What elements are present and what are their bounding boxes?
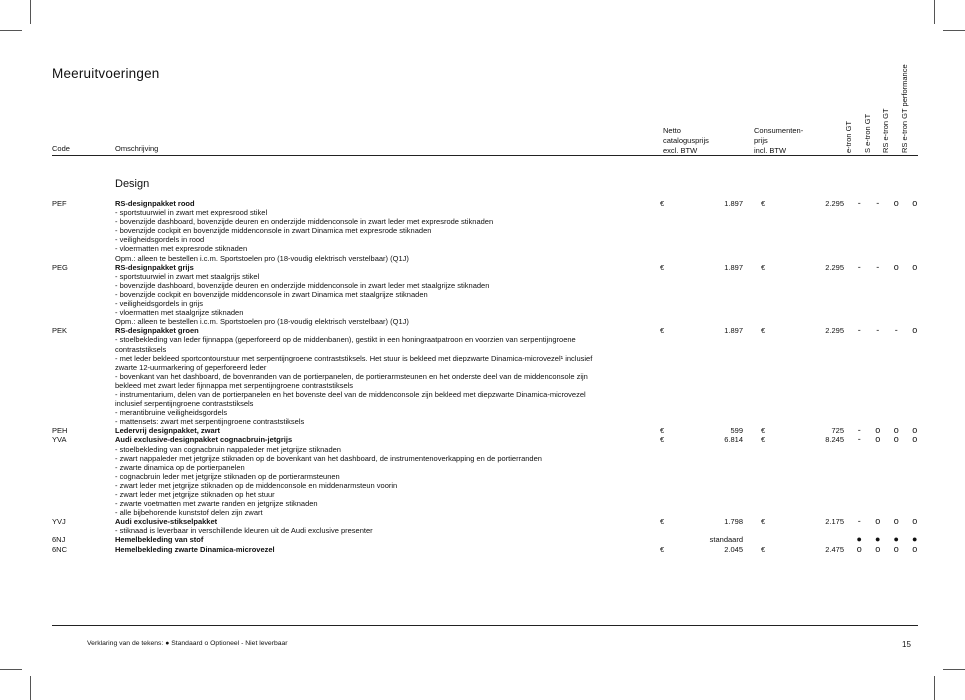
- header-model-s-etron-gt: S e-tron GT: [863, 113, 872, 153]
- table-row: [52, 517, 918, 535]
- crop-mark: [30, 0, 31, 24]
- option-detail-line: - zwart nappaleder met jetgrijze stiknaden op de bovenkant van het dashboard, de instrumentenoverkapping en de portierranden: [115, 453, 542, 463]
- option-name: Hemelbekleding zwarte Dinamica-microvezel: [115, 544, 275, 554]
- net-price: 2.045: [724, 544, 743, 554]
- option-code: PEG: [52, 262, 68, 272]
- currency-symbol: €: [761, 517, 766, 527]
- option-detail-line: - sportstuurwiel in zwart met staalgrijs stikel: [115, 271, 260, 281]
- currency-symbol: €: [761, 199, 766, 208]
- option-detail-line: - bovenzijde cockpit en bovenzijde middenconsole in zwart Dinamica met staalgrijze stiknaden: [115, 289, 428, 299]
- option-name: RS-designpakket groen: [115, 326, 199, 336]
- currency-symbol: €: [761, 544, 766, 554]
- availability-mark: o: [893, 434, 899, 445]
- table-row: [52, 263, 918, 327]
- option-description: [115, 545, 660, 554]
- availability-mark: o: [875, 425, 881, 436]
- availability-mark: o: [912, 543, 918, 554]
- option-detail-line: bekleed met zwart leder fijnnappa met serpentijngroene contraststiksels: [115, 380, 354, 390]
- availability-mark: o: [893, 516, 899, 527]
- consumer-price: 2.295: [825, 262, 844, 272]
- availability-mark: ●: [875, 534, 881, 545]
- option-name: Ledervrij designpakket, zwart: [115, 426, 221, 436]
- availability: [850, 326, 924, 335]
- header-net-price: Netto catalogusprijs excl. BTW: [663, 126, 709, 155]
- crop-mark: [934, 676, 935, 700]
- header-divider: [52, 155, 918, 156]
- option-description: [115, 326, 660, 426]
- options-table: [52, 199, 918, 554]
- option-description: [115, 517, 660, 535]
- header-model-etron-gt: e-tron GT: [844, 120, 853, 153]
- availability-mark: o: [875, 434, 881, 445]
- availability-mark: o: [856, 543, 862, 554]
- net-price: 1.798: [724, 517, 743, 527]
- option-detail-line: - mattensets: zwart met serpentijngroene contraststiksels: [115, 417, 305, 427]
- availability-mark: -: [857, 425, 861, 436]
- availability: [850, 517, 924, 526]
- currency-symbol: €: [660, 262, 665, 272]
- availability-mark: o: [875, 516, 881, 527]
- availability-mark: -: [876, 325, 880, 336]
- availability-mark: -: [857, 261, 861, 272]
- option-detail-line: Opm.: alleen te bestellen i.c.m. Sportstoelen pro (18-voudig elektrisch verstelbaar) (Q1J): [115, 253, 409, 263]
- option-detail-line: contraststiksels: [115, 344, 167, 354]
- option-detail-line: - stoelbekleding van cognacbruin nappaleder met jetgrijze stiknaden: [115, 444, 341, 454]
- availability-mark: -: [876, 261, 880, 272]
- option-detail-line: - instrumentarium, delen van de portierpanelen en het bovenste deel van de middenconsole zijn bekleed met diepzwarte Dinamica-microvezel: [115, 389, 586, 399]
- net-price: 6.814: [724, 435, 743, 445]
- option-detail-line: - merantibruine veiligheidsgordels: [115, 408, 228, 418]
- header-description: Omschrijving: [115, 144, 159, 153]
- option-code: PEF: [52, 199, 67, 208]
- option-detail-line: - alle bijbehorende kunststof delen zijn zwart: [115, 508, 263, 518]
- table-row: [52, 535, 918, 544]
- crop-mark: [0, 669, 22, 670]
- header-model-rs-etron-gt: RS e-tron GT: [881, 108, 890, 153]
- page-title: Meeruitvoeringen: [52, 66, 160, 81]
- availability-mark: -: [857, 198, 861, 208]
- option-name: RS-designpakket grijs: [115, 262, 194, 272]
- consumer-price: 2.175: [825, 517, 844, 527]
- option-detail-line: - met leder bekleed sportcontourstuur met serpentijngroene contraststiksels. Het stuur is bekleed met diepzwarte Dinamica-microvezel¹ inclusief: [115, 353, 593, 363]
- availability-mark: ●: [856, 534, 862, 545]
- availability-mark: o: [893, 425, 899, 436]
- currency-symbol: €: [660, 326, 665, 336]
- crop-mark: [30, 676, 31, 700]
- availability-mark: o: [912, 261, 918, 272]
- option-description: [115, 535, 660, 544]
- option-name: RS-designpakket rood: [115, 199, 195, 208]
- option-detail-line: - bovenzijde dashboard, bovenzijde deuren en onderzijde middenconsole in zwart leder met expresrode stiknaden: [115, 217, 494, 227]
- page-number: 15: [902, 640, 911, 649]
- option-detail-line: Opm.: alleen te bestellen i.c.m. Sportstoelen pro (18-voudig elektrisch verstelbaar) (Q1J): [115, 317, 409, 327]
- net-price: standaard: [709, 535, 743, 545]
- legend: Verklaring van de tekens: ● Standaard o Optioneel - Niet leverbaar: [87, 640, 288, 647]
- option-detail-line: - zwart leder met jetgrijze stiknaden op de middenconsole en middenarmsteun voorin: [115, 480, 398, 490]
- option-detail-line: - bovenkant van het dashboard, de bovenranden van de portierpanelen, de portierarmsteunen en het onderste deel van de middenconsole zijn: [115, 371, 588, 381]
- option-detail-line: - zwarte dinamica op de portierpanelen: [115, 462, 245, 472]
- header-model-rs-etron-gt-performance: RS e-tron GT performance: [900, 64, 909, 153]
- availability-mark: -: [876, 198, 880, 208]
- crop-mark: [943, 30, 965, 31]
- option-detail-line: - zwarte voetmatten met zwarte randen en jetgrijze stiknaden: [115, 499, 318, 509]
- availability: [850, 545, 924, 554]
- footer-divider: [52, 625, 918, 626]
- availability-mark: o: [875, 543, 881, 554]
- table-row: [52, 545, 918, 554]
- availability-mark: -: [857, 325, 861, 336]
- table-row: [52, 326, 918, 426]
- option-detail-line: - veiligheidsgordels in grijs: [115, 299, 203, 309]
- table-row: [52, 426, 918, 435]
- availability-mark: -: [894, 325, 898, 336]
- option-code: PEK: [52, 326, 68, 336]
- availability-mark: -: [857, 434, 861, 445]
- header-consumer-price: Consumenten- prijs incl. BTW: [754, 126, 804, 155]
- availability: [850, 435, 924, 444]
- option-detail-line: zwarte 12-uurmarkering of geperforeerd leder: [115, 362, 267, 372]
- currency-symbol: €: [761, 426, 766, 436]
- option-detail-line: - bovenzijde cockpit en bovenzijde middenconsole in zwart Dinamica met expresrode stiknaden: [115, 226, 432, 236]
- currency-symbol: €: [660, 544, 665, 554]
- option-detail-line: - vloermatten met staalgrijze stiknaden: [115, 308, 244, 318]
- currency-symbol: €: [660, 199, 665, 208]
- crop-mark: [943, 669, 965, 670]
- consumer-price: 725: [831, 426, 844, 436]
- crop-mark: [934, 0, 935, 24]
- currency-symbol: €: [660, 426, 665, 436]
- consumer-price: 8.245: [825, 435, 844, 445]
- availability-mark: ●: [912, 534, 918, 545]
- option-description: [115, 426, 660, 435]
- option-description: [115, 263, 660, 327]
- option-code: YVA: [52, 435, 67, 445]
- option-detail-line: - stoelbekleding van leder fijnnappa (geperforeerd op de middenbanen), gestikt in een honingraatpatroon en voorzien van serpentijngroene: [115, 335, 576, 345]
- availability-mark: o: [912, 434, 918, 445]
- option-detail-line: inclusief serpentijngroene contraststiksels: [115, 399, 254, 409]
- availability: [850, 263, 924, 272]
- option-detail-line: - zwart leder met jetgrijze stiknaden op het stuur: [115, 490, 275, 499]
- currency-symbol: €: [660, 517, 665, 527]
- option-detail-line: - stiknaad is leverbaar in verschillende kleuren uit de Audi exclusive presenter: [115, 526, 373, 536]
- consumer-price: 2.475: [825, 544, 844, 554]
- option-code: PEH: [52, 426, 68, 436]
- currency-symbol: €: [660, 435, 665, 445]
- option-code: 6NC: [52, 544, 68, 554]
- availability-mark: o: [912, 516, 918, 527]
- net-price: 1.897: [724, 262, 743, 272]
- availability: [850, 199, 924, 208]
- consumer-price: 2.295: [825, 326, 844, 336]
- net-price: 599: [730, 426, 743, 436]
- option-name: Audi exclusive-stikselpakket: [115, 517, 218, 527]
- header-code: Code: [52, 144, 70, 153]
- option-code: YVJ: [52, 517, 66, 527]
- consumer-price: 2.295: [825, 199, 844, 208]
- currency-symbol: €: [761, 435, 766, 445]
- option-name: Hemelbekleding van stof: [115, 535, 204, 545]
- availability-mark: o: [893, 261, 899, 272]
- availability-mark: ●: [893, 534, 899, 545]
- net-price: 1.897: [724, 326, 743, 336]
- availability-mark: -: [857, 516, 861, 527]
- table-row: [52, 199, 918, 263]
- option-detail-line: - cognacbruin leder met jetgrijze stiknaden op de portierarmsteunen: [115, 471, 340, 481]
- option-detail-line: - vloermatten met expresrode stiknaden: [115, 244, 248, 254]
- option-description: [115, 435, 660, 517]
- currency-symbol: €: [761, 262, 766, 272]
- option-description: [115, 199, 660, 263]
- option-detail-line: - sportstuurwiel in zwart met expresrood stikel: [115, 208, 268, 218]
- availability-mark: o: [893, 198, 899, 208]
- availability-mark: o: [912, 325, 918, 336]
- table-row: [52, 435, 918, 517]
- option-detail-line: - bovenzijde dashboard, bovenzijde deuren en onderzijde middenconsole in zwart leder met staalgrijze stiknaden: [115, 280, 490, 290]
- crop-mark: [0, 30, 22, 31]
- availability-mark: o: [893, 543, 899, 554]
- option-code: 6NJ: [52, 535, 66, 545]
- availability-mark: o: [912, 425, 918, 436]
- net-price: 1.897: [724, 199, 743, 208]
- section-title: Design: [115, 178, 150, 190]
- currency-symbol: €: [761, 326, 766, 336]
- option-name: Audi exclusive-designpakket cognacbruin-jetgrijs: [115, 435, 293, 445]
- option-detail-line: - veiligheidsgordels in rood: [115, 235, 205, 245]
- availability-mark: o: [912, 198, 918, 208]
